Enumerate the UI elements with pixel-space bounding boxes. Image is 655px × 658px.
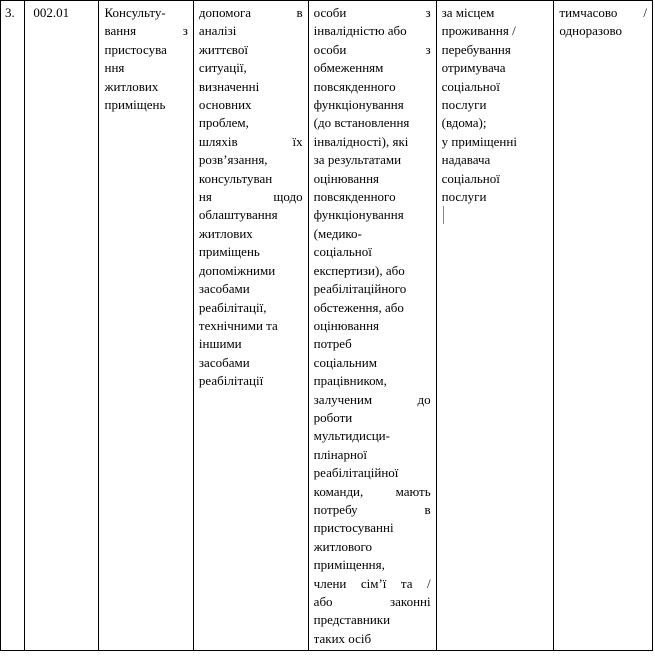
recipients-line: потребу в	[313, 501, 431, 517]
recipients-cell	[308, 1, 436, 651]
service-name-line: ння	[104, 60, 125, 76]
recipients-line: соціальної	[313, 244, 372, 260]
place-line: (вдома);	[441, 115, 487, 131]
recipients-line: таких осіб	[313, 630, 372, 646]
recipients-line: реабілітаційного	[313, 281, 407, 297]
place-line: надавача	[441, 152, 491, 168]
content-line: засобами	[198, 281, 250, 297]
recipients-line: обмеженням	[313, 60, 384, 76]
recipients-line: соціальним	[313, 354, 377, 370]
content-line: приміщень	[198, 244, 260, 260]
service-name-cell	[99, 1, 193, 651]
recipients-line: (медико-	[313, 225, 362, 241]
service-name-line: приміщень	[104, 97, 166, 113]
place-line: за місцем	[441, 5, 495, 20]
content-line: допоміжними	[198, 262, 276, 278]
text-cursor	[443, 206, 444, 224]
recipients-line: працівником,	[313, 373, 387, 389]
recipients-line: оцінювання	[313, 317, 380, 333]
content-line: допомога в	[198, 5, 303, 20]
recipients-line: пристосуванні	[313, 520, 394, 536]
content-line: проблем,	[198, 115, 249, 131]
content-line: основних	[198, 97, 252, 113]
recipients-line: плінарної	[313, 446, 368, 462]
recipients-line: інвалідністю або	[313, 23, 407, 39]
place-cell	[436, 1, 554, 651]
place-line: у приміщенні	[441, 133, 517, 149]
content-line: аналізі	[198, 23, 237, 39]
service-name-line: пристосува	[104, 41, 167, 57]
content-line: консультуван	[198, 170, 273, 186]
recipients-line: особи з	[313, 5, 431, 20]
recipients-line: роботи	[313, 409, 353, 425]
recipients-line: (до встановлення	[313, 115, 410, 131]
place-line: послуги	[441, 97, 487, 113]
service-code: 002.01	[33, 5, 70, 20]
content-line: реабілітації	[198, 373, 264, 389]
place-line: послуги	[441, 189, 487, 205]
content-line: реабілітації,	[198, 299, 267, 315]
content-line: життєвої	[198, 41, 248, 57]
recipients-line: обстеження, або	[313, 299, 404, 315]
content-line: розв’язання,	[198, 152, 268, 168]
recipients-line: за результатами	[313, 152, 402, 168]
service-content-cell	[193, 1, 308, 651]
recipients-line: інвалідності), які	[313, 133, 409, 149]
recipients-line: функціонування	[313, 97, 404, 113]
service-code-cell	[25, 1, 99, 651]
content-line: ситуації,	[198, 60, 247, 76]
content-line: технічними та	[198, 317, 278, 333]
content-line: облаштування	[198, 207, 278, 223]
content-line: шляхів їх	[198, 133, 303, 149]
recipients-line: члени сім’ї та /	[313, 575, 431, 591]
recipients-line: представники	[313, 612, 391, 628]
recipients-line: реабілітаційної	[313, 465, 399, 481]
place-line: перебування	[441, 41, 511, 57]
frequency-line: тимчасово /	[559, 5, 647, 20]
recipients-line: потреб	[313, 336, 352, 352]
recipients-line: експертизи), або	[313, 262, 405, 278]
place-line: отримувача	[441, 60, 506, 76]
place-line: проживання /	[441, 23, 516, 39]
recipients-line: або законні	[313, 594, 431, 609]
recipients-line: команди, мають	[313, 483, 431, 499]
recipients-line: житлового	[313, 538, 373, 554]
recipients-line: залученим до	[313, 391, 431, 407]
row-number: 3.	[5, 5, 15, 20]
service-name-line: вання з	[104, 23, 188, 39]
recipients-line: повсякденного	[313, 189, 396, 205]
content-line: ня щодо	[198, 189, 303, 205]
place-line: соціальної	[441, 170, 500, 186]
frequency-line: одноразово	[559, 23, 622, 39]
row-number-cell	[1, 1, 25, 651]
table-row	[1, 1, 653, 651]
service-name-line: житлових	[104, 78, 159, 94]
content-line: визначенні	[198, 78, 260, 94]
content-line: засобами	[198, 354, 250, 370]
place-line: соціальної	[441, 78, 500, 94]
service-name-line: Консульту-	[104, 5, 166, 20]
recipients-line: приміщення,	[313, 557, 385, 573]
recipients-line: функціонування	[313, 207, 404, 223]
content-line: іншими	[198, 336, 242, 352]
recipients-line: особи з	[313, 41, 431, 57]
recipients-line: повсякденного	[313, 78, 396, 94]
recipients-line: мультидисци-	[313, 428, 390, 444]
recipients-line: оцінювання	[313, 170, 380, 186]
frequency-cell	[554, 1, 653, 651]
content-line: житлових	[198, 225, 253, 241]
